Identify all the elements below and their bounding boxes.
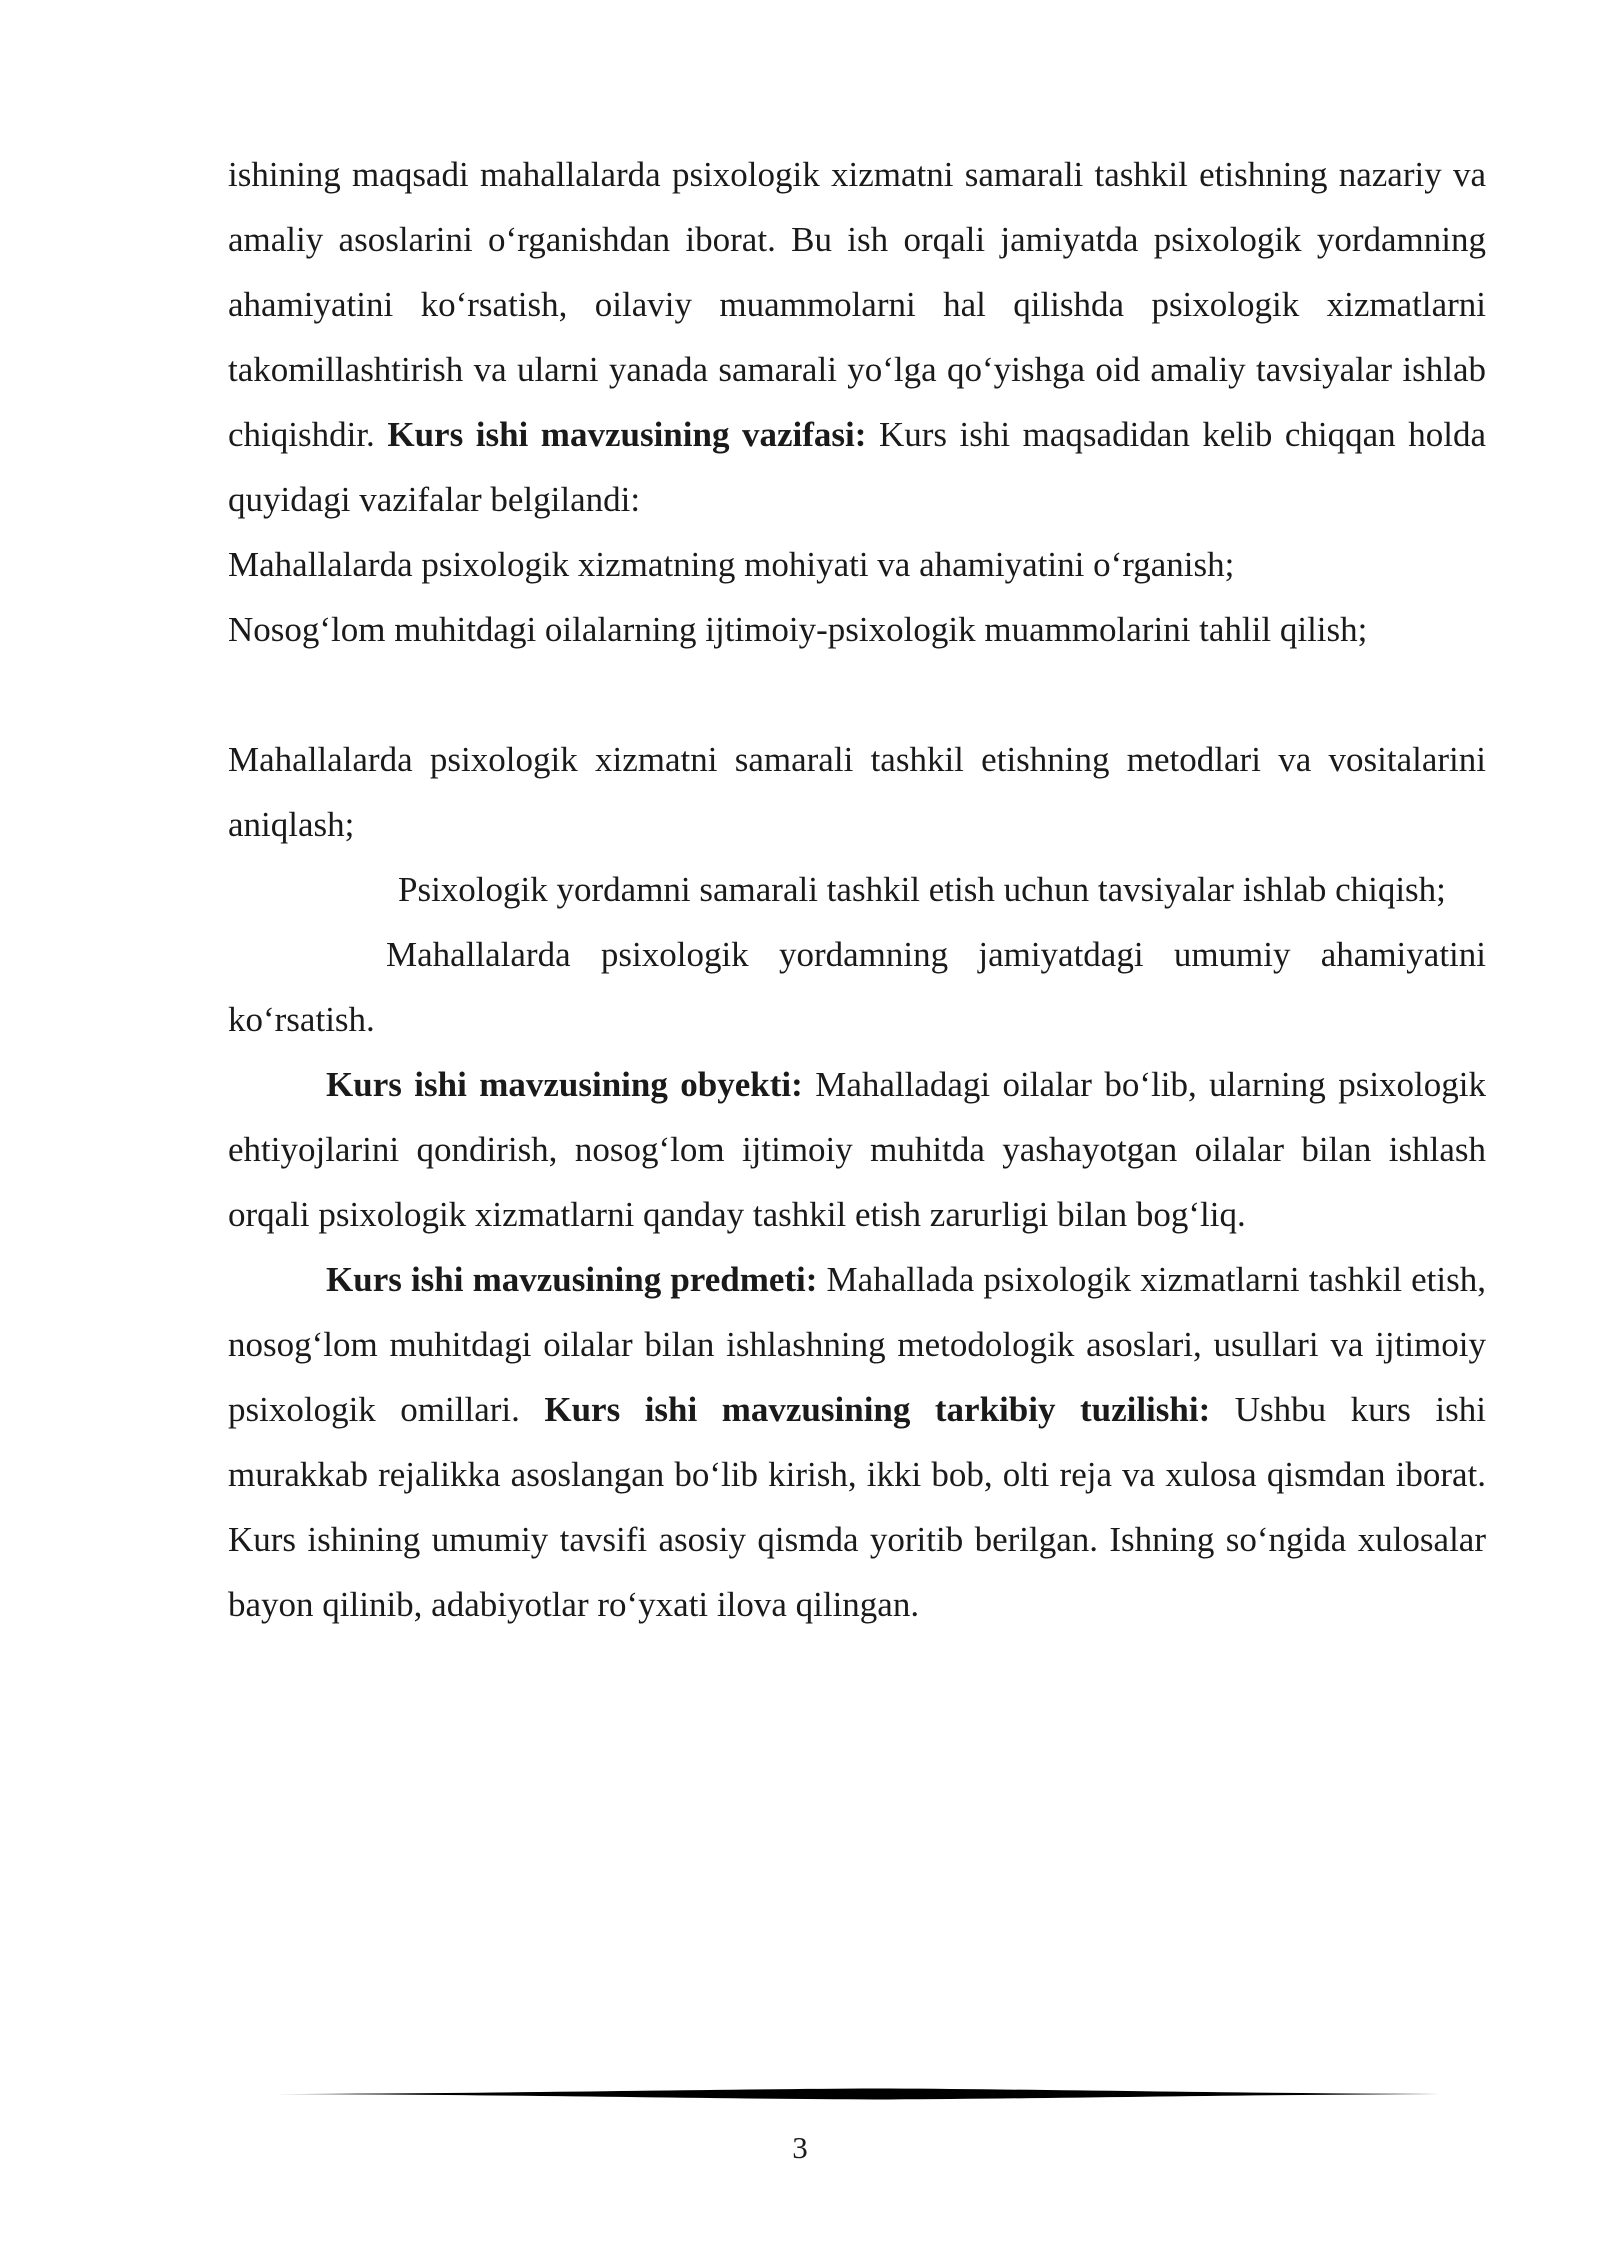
task-item-1-text: Mahallalarda psixologik xizmatning mohiyati va ahamiyatini o‘rganish; bbox=[228, 545, 1235, 584]
tasks-intro-text: Kurs ishi maqsadidan kelib chiqqan holda quyidagi vazifalar belgilandi: bbox=[228, 415, 1486, 519]
task-item-5-text: Mahallalarda psixologik yordamning jamiyatdagi umumiy ahamiyatini ko‘rsatish. bbox=[228, 935, 1486, 1039]
purpose-text: ishining maqsadi mahallalarda psixologik xizmatni samarali tashkil etishning nazariy va amaliy asoslarini o‘rganishdan iborat. Bu ish orqali jamiyatda psixologik yordamning ahamiyatini ko‘rsatish, oilaviy muammolarni hal qilishda psixologik xizmatlarni takomillashtirish va ularni yanada samarali yo‘lga qo‘yishga oid amaliy tavsiyalar ishlab chiqishdir. bbox=[228, 155, 1486, 454]
structure-heading: Kurs ishi mavzusining tarkibiy tuzilishi: bbox=[544, 1390, 1211, 1429]
task-item-2-text: Nosog‘lom muhitdagi oilalarning ijtimoiy-psixologik muammolarini tahlil qilish; bbox=[228, 610, 1368, 649]
task-item-5 bbox=[228, 922, 1486, 1052]
tasks-heading: Kurs ishi mavzusining vazifasi: bbox=[387, 415, 867, 454]
page-body bbox=[228, 142, 1486, 1637]
object-text: Mahalladagi oilalar bo‘lib, ularning psixologik ehtiyojlarini qondirish, nosog‘lom ijtimoiy muhitda yashayotgan oilalar bilan ishlash orqali psixologik xizmatlarni qanday tashkil etish zarurligi bilan bog‘liq. bbox=[228, 1065, 1486, 1234]
object-heading: Kurs ishi mavzusining obyekti: bbox=[326, 1065, 803, 1104]
task-item-4 bbox=[228, 857, 1486, 922]
subject-text: Mahallada psixologik xizmatlarni tashkil etish, nosog‘lom muhitdagi oilalar bilan ishlashning metodologik asoslari, usullari va ijtimoiy psixologik omillari. bbox=[228, 1260, 1486, 1429]
task-item-2 bbox=[228, 597, 1486, 662]
paragraph-subject-and-structure bbox=[228, 1247, 1486, 1637]
task-item-1 bbox=[228, 532, 1486, 597]
task-item-3-text: Mahallalarda psixologik xizmatni samarali tashkil etishning metodlari va vositalarini aniqlash; bbox=[228, 740, 1486, 844]
paragraph-purpose-and-tasks bbox=[228, 142, 1486, 532]
task-item-3 bbox=[228, 727, 1486, 857]
paragraph-object bbox=[228, 1052, 1486, 1247]
subject-heading: Kurs ishi mavzusining predmeti: bbox=[326, 1260, 818, 1299]
structure-text: Ushbu kurs ishi murakkab rejalikka asoslangan bo‘lib kirish, ikki bob, olti reja va xulosa qismdan iborat. Kurs ishining umumiy tavsifi asosiy qismda yoritib berilgan. Ishning so‘ngida xulosalar bayon qilinib, adabiyotlar ro‘yxati ilova qilingan. bbox=[228, 1390, 1486, 1624]
task-item-4-text: Psixologik yordamni samarali tashkil etish uchun tavsiyalar ishlab chiqish; bbox=[398, 870, 1446, 909]
page-number: 3 bbox=[792, 2130, 808, 2165]
footer-divider bbox=[275, 2087, 1440, 2101]
